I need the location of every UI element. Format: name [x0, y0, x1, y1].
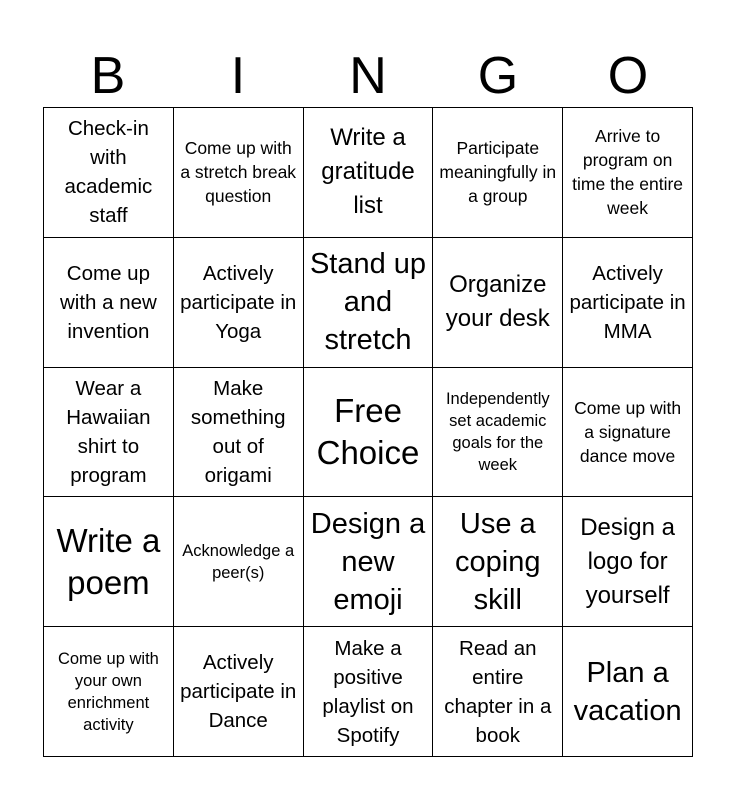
bingo-cell[interactable] — [174, 497, 304, 627]
header-letter-o: O — [607, 47, 649, 105]
cell-text: Stand up and stretch — [309, 248, 427, 357]
bingo-cell[interactable] — [433, 238, 563, 368]
cell-text: Participate meaningfully in a group — [439, 138, 557, 207]
bingo-cell[interactable] — [44, 368, 174, 498]
bingo-cell[interactable] — [563, 238, 693, 368]
cell-text: Arrive to program on time the entire week — [572, 126, 684, 219]
cell-text: Come up with a stretch break question — [180, 138, 297, 207]
cell-text: Use a coping skill — [455, 507, 541, 616]
free-choice-cell[interactable] — [304, 368, 434, 498]
bingo-cell[interactable] — [563, 108, 693, 238]
bingo-cell[interactable] — [174, 368, 304, 498]
cell-text: Write a poem — [56, 521, 161, 601]
header-letter-i: I — [230, 47, 246, 105]
bingo-cell[interactable] — [563, 497, 693, 627]
bingo-cell[interactable] — [433, 627, 563, 757]
header-letter-b: B — [90, 47, 126, 105]
bingo-board — [43, 107, 693, 757]
bingo-cell[interactable] — [304, 108, 434, 238]
header-letter-g: G — [477, 47, 519, 105]
cell-text: Come up with your own enrichment activity — [57, 649, 159, 734]
bingo-cell[interactable] — [433, 497, 563, 627]
cell-text: Read an entire chapter in a book — [444, 636, 552, 747]
bingo-cell[interactable] — [563, 368, 693, 498]
bingo-header — [43, 46, 693, 106]
cell-text: Organize your desk — [445, 271, 550, 333]
header-letter-n: N — [349, 47, 387, 105]
bingo-cell[interactable] — [174, 238, 304, 368]
bingo-cell[interactable] — [304, 627, 434, 757]
bingo-cell[interactable] — [433, 368, 563, 498]
cell-text: Acknowledge a peer(s) — [182, 541, 295, 582]
bingo-cell[interactable] — [563, 627, 693, 757]
bingo-cell[interactable] — [44, 108, 174, 238]
cell-text: Actively participate in Dance — [180, 651, 297, 733]
cell-text: Independently set academic goals for the week — [445, 389, 550, 474]
bingo-cell[interactable] — [304, 238, 434, 368]
cell-text: Design a logo for yourself — [580, 513, 675, 609]
cell-text: Come up with a new invention — [59, 261, 157, 343]
bingo-cell[interactable] — [44, 627, 174, 757]
cell-text: Check-in with academic staff — [64, 117, 153, 228]
cell-text: Come up with a signature dance move — [574, 397, 682, 466]
bingo-cell[interactable] — [433, 108, 563, 238]
cell-text: Wear a Hawaiian shirt to program — [66, 376, 151, 487]
cell-text: Plan a vacation — [573, 656, 682, 727]
cell-text: Free Choice — [316, 391, 420, 471]
cell-text: Make something out of origami — [190, 376, 286, 487]
bingo-cell[interactable] — [44, 238, 174, 368]
cell-text: Make a positive playlist on Spotify — [322, 636, 414, 747]
cell-text: Design a new emoji — [310, 507, 426, 616]
bingo-cell[interactable] — [174, 108, 304, 238]
cell-text: Actively participate in MMA — [569, 261, 686, 343]
bingo-cell[interactable] — [44, 497, 174, 627]
bingo-cell[interactable] — [304, 497, 434, 627]
bingo-cell[interactable] — [174, 627, 304, 757]
cell-text: Write a gratitude list — [321, 124, 415, 220]
cell-text: Actively participate in Yoga — [180, 261, 297, 343]
